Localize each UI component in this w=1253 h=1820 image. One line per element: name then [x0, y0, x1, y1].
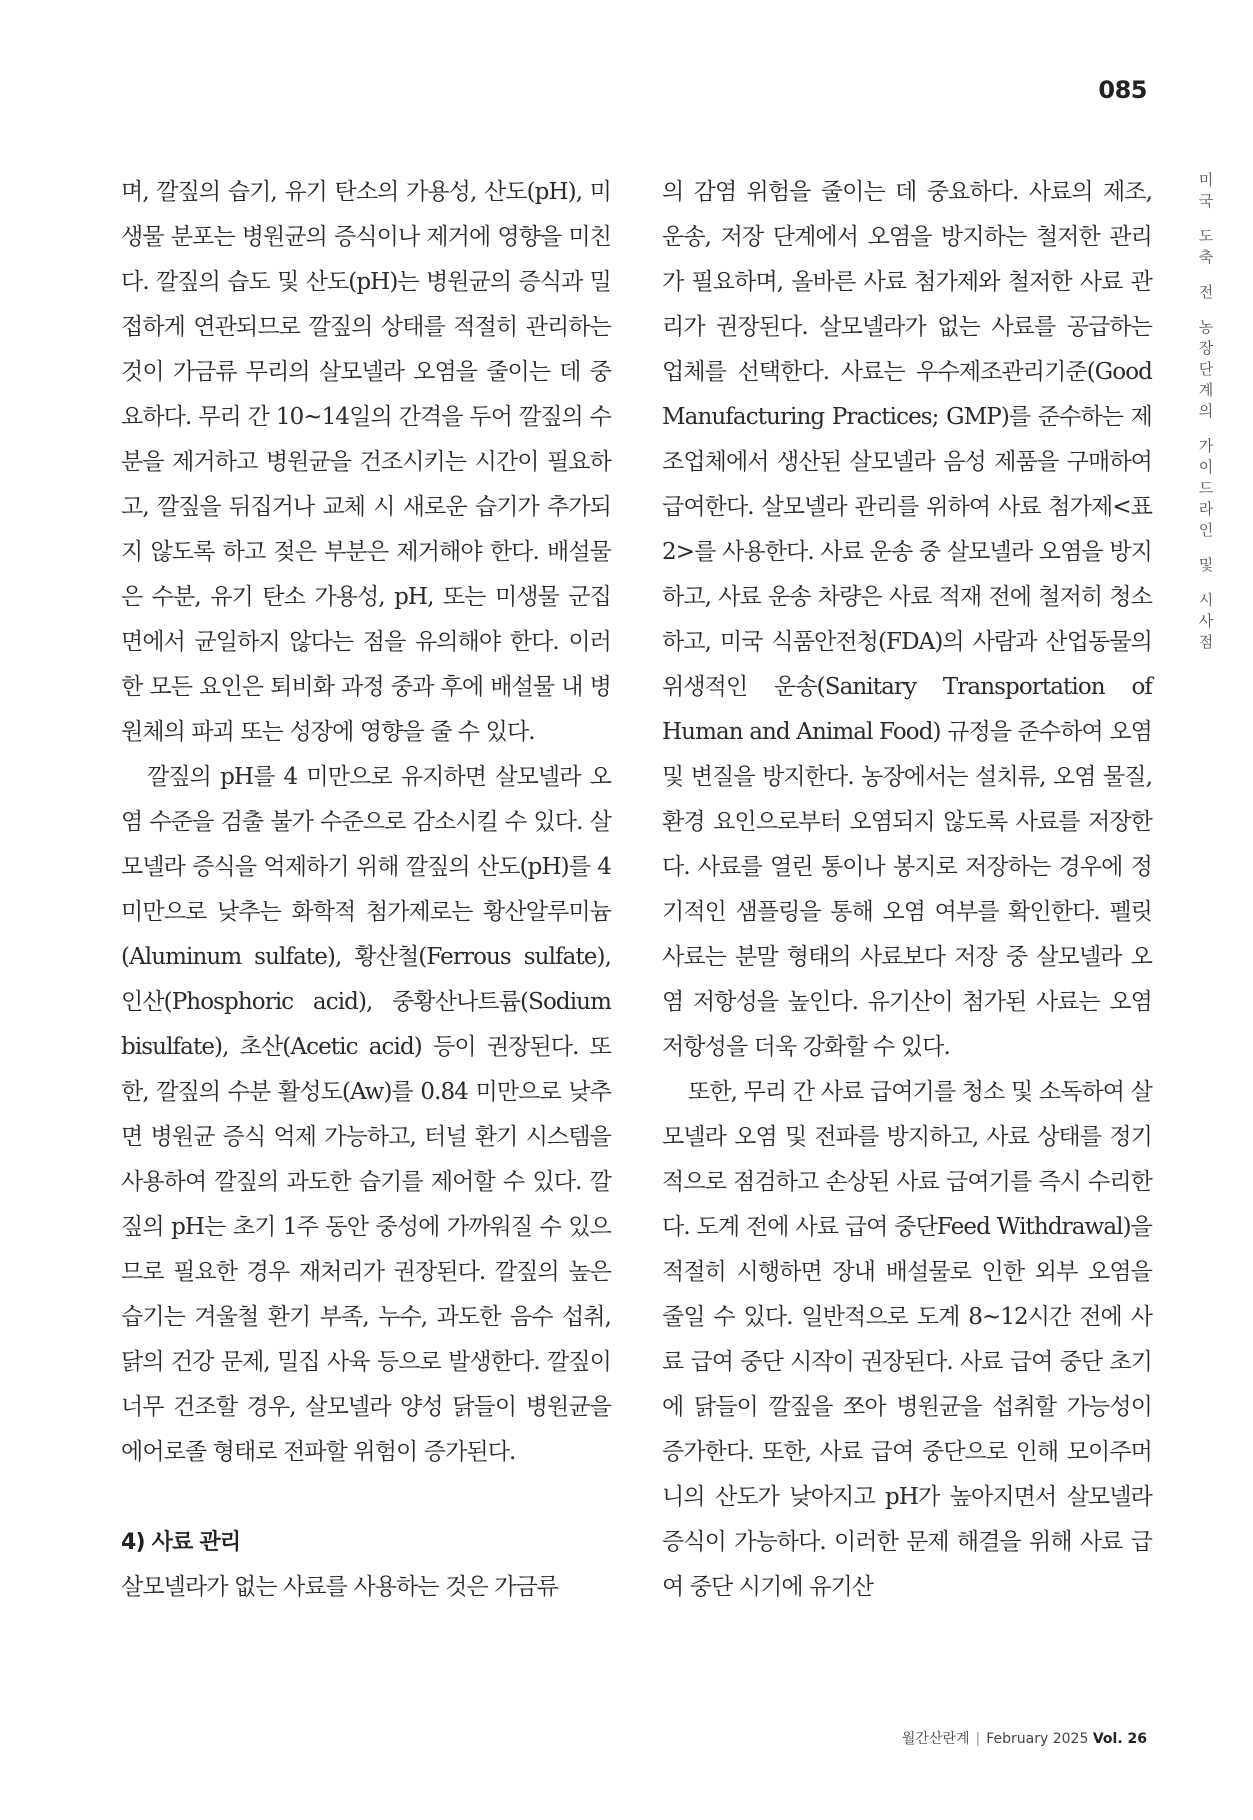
side-title-char	[1196, 303, 1216, 317]
running-section-title	[1196, 170, 1216, 653]
side-title-char: 도	[1198, 227, 1214, 245]
side-title-char: 축	[1198, 248, 1214, 266]
left-column	[121, 170, 611, 1610]
side-title-char: 가	[1198, 437, 1214, 455]
paragraph: 또한, 무리 간 사료 급여기를 청소 및 소독하여 살모넬라 오염 및 전파를 방지하고, 사료 상태를 정기적으로 점검하고 손상된 사료 급여기를 즉시 수리한다. 도계 전에 사료 급여 중단Feed Withdrawal)을 적절히 시행하면 장내 배설물로 인한 외부 오염을 줄일 수 있다. 일반적으로 도계 8~12시간 전에 사료 급여 중단 시작이 권장된다. 사료 급여 중단 초기에 닭들이 깔짚을 쪼아 병원균을 섭취할 가능성이 증가한다. 또한, 사료 급여 중단으로 인해 모이주머니의 산도가 낮아지고 pH가 높아지면서 살모넬라 증식이 가능하다. 이러한 문제 해결을 위해 사료 급여 중단 시기에 유기산	[662, 1079, 1152, 1600]
section-heading: 4) 사료 관리	[121, 1530, 241, 1555]
side-title-char	[1196, 268, 1216, 282]
side-title-char: 계	[1198, 381, 1214, 399]
volume-number: Vol. 26	[1092, 1731, 1147, 1747]
side-title-char: 이	[1198, 458, 1214, 476]
side-title-char: 전	[1198, 283, 1214, 301]
side-title-char: 장	[1198, 339, 1214, 357]
side-title-char: 사	[1198, 612, 1214, 630]
paragraph: 깔짚의 pH를 4 미만으로 유지하면 살모넬라 오염 수준을 검출 불가 수준으로 감소시킬 수 있다. 살모넬라 증식을 억제하기 위해 깔짚의 산도(pH)를 4 미만으로 낮추는 화학적 첨가제로는 황산알루미늄(Aluminum sulfate), 황산철(Ferrous sulfate), 인산(Phosphoric acid), 중황산나트륨(Sodium bisulfate), 초산(Acetic acid) 등이 권장된다. 또한, 깔짚의 수분 활성도(Aw)를 0.84 미만으로 낮추면 병원균 증식 억제 가능하고, 터널 환기 시스템을 사용하여 깔짚의 과도한 습기를 제어할 수 있다. 깔짚의 pH는 초기 1주 동안 중성에 가까워질 수 있으므로 필요한 경우 재처리가 권장된다. 깔짚의 높은 습기는 겨울철 환기 부족, 누수, 과도한 음수 섭취, 닭의 건강 문제, 밀집 사육 등으로 발생한다. 깔짚이 너무 건조할 경우, 살모넬라 양성 닭들이 병원균을 에어로졸 형태로 전파할 위험이 증가된다.	[121, 764, 611, 1465]
side-title-char: 국	[1198, 192, 1214, 210]
side-title-char: 미	[1198, 171, 1214, 189]
paragraph: 의 감염 위험을 줄이는 데 중요하다. 사료의 제조, 운송, 저장 단계에서 오염을 방지하는 철저한 관리가 필요하며, 올바른 사료 첨가제와 철저한 사료 관리가 권장된다. 살모넬라가 없는 사료를 공급하는 업체를 선택한다. 사료는 우수제조관리기준(Good Manufacturing Practices; GMP)를 준수하는 제조업체에서 생산된 살모넬라 음성 제품을 구매하여 급여한다. 살모넬라 관리를 위하여 사료 첨가제<표 2>를 사용한다. 사료 운송 중 살모넬라 오염을 방지하고, 사료 운송 차량은 사료 적재 전에 철저히 청소하고, 미국 식품안전청(FDA)의 사람과 산업동물의 위생적인 운송(Sanitary Transportation of Human and Animal Food) 규정을 준수하여 오염 및 변질을 방지한다. 농장에서는 설치류, 오염 물질, 환경 요인으로부터 오염되지 않도록 사료를 저장한다. 사료를 열린 통이나 봉지로 저장하는 경우에 정기적인 샘플링을 통해 오염 여부를 확인한다. 펠릿 사료는 분말 형태의 사료보다 저장 중 살모넬라 오염 저항성을 높인다. 유기산이 첨가된 사료는 오염 저항성을 더욱 강화할 수 있다.	[662, 179, 1152, 1060]
side-title-char: 시	[1198, 591, 1214, 609]
side-title-char: 점	[1198, 633, 1214, 651]
side-title-char: 및	[1198, 556, 1214, 574]
side-title-char	[1196, 576, 1216, 590]
page-footer	[902, 1728, 1147, 1748]
paragraph: 며, 깔짚의 습기, 유기 탄소의 가용성, 산도(pH), 미생물 분포는 병원균의 증식이나 제거에 영향을 미친다. 깔짚의 습도 및 산도(pH)는 병원균의 증식과 밀접하게 연관되므로 깔짚의 상태를 적절히 관리하는 것이 가금류 무리의 살모넬라 오염을 줄이는 데 중요하다. 무리 간 10~14일의 간격을 두어 깔짚의 수분을 제거하고 병원균을 건조시키는 시간이 필요하고, 깔짚을 뒤집거나 교체 시 새로운 습기가 추가되지 않도록 하고 젖은 부분은 제거해야 한다. 배설물은 수분, 유기 탄소 가용성, pH, 또는 미생물 군집 면에서 균일하지 않다는 점을 유의해야 한다. 이러한 모든 요인은 퇴비화 과정 중과 후에 배설물 내 병원체의 파괴 또는 성장에 영향을 줄 수 있다.	[121, 179, 611, 745]
issue-date: February 2025	[986, 1731, 1089, 1747]
paragraph: 살모넬라가 없는 사료를 사용하는 것은 가금류	[121, 1574, 559, 1600]
side-title-char	[1196, 541, 1216, 555]
side-title-char: 드	[1198, 479, 1214, 497]
side-title-char: 의	[1198, 402, 1214, 420]
side-title-char: 단	[1198, 360, 1214, 378]
magazine-name: 월간산란계	[901, 1731, 970, 1747]
right-column	[662, 170, 1152, 1610]
page-number: 085	[1098, 76, 1147, 104]
side-title-char: 인	[1198, 521, 1214, 539]
side-title-char	[1196, 422, 1216, 436]
side-title-char: 농	[1198, 318, 1214, 336]
side-title-char	[1196, 212, 1216, 226]
footer-separator: |	[975, 1731, 981, 1747]
side-title-char: 라	[1198, 500, 1214, 518]
section-spacer	[121, 1475, 611, 1520]
